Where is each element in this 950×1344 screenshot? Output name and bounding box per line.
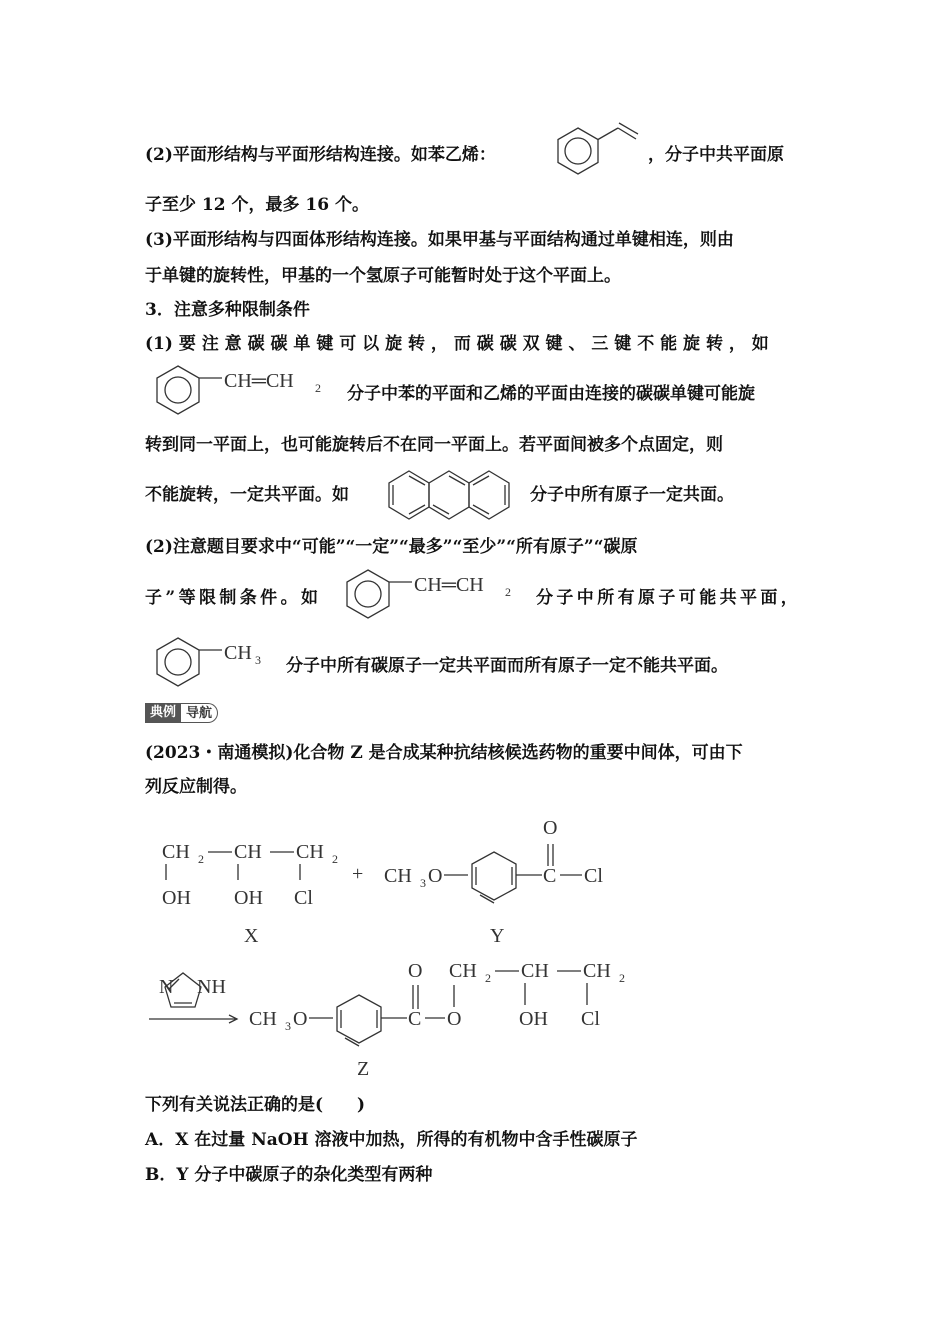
- section-heading: 3．注意多种限制条件: [145, 300, 310, 320]
- z-o-carbonyl: O: [408, 960, 423, 982]
- z-sub-a: 2: [485, 971, 491, 985]
- option-a[interactable]: A．X 在过量 NaOH 溶液中加热，所得的有机物中含手性碳原子: [145, 1130, 638, 1150]
- p4-line-b: 子”等限制条件。如: [145, 588, 322, 608]
- z-ch: CH: [521, 960, 549, 982]
- toluene-formula: [150, 633, 280, 691]
- option-b[interactable]: B．Y 分子中碳原子的杂化类型有两种: [145, 1165, 433, 1185]
- p1-line-c: 子至少 12 个，最多 16 个。: [145, 195, 369, 215]
- p4-line-a: (2)注意题目要求中“可能”“一定”“最多”“至少”“所有原子”“碳原: [145, 537, 638, 557]
- example-nav-badge: [145, 703, 218, 723]
- x-cl: Cl: [294, 887, 313, 909]
- label-x: X: [244, 925, 259, 947]
- z-ch3: CH: [249, 1008, 277, 1030]
- p4-line-d: 分子中所有碳原子一定共平面而所有原子一定不能共平面。: [286, 656, 728, 676]
- z-sub-3: 3: [285, 1019, 291, 1033]
- x-sub-a: 2: [198, 852, 204, 866]
- imidazole-nh: NH: [197, 976, 226, 998]
- anthracene-structure: [383, 467, 523, 523]
- p1-line-a: (2)平面形结构与平面形结构连接。如苯乙烯：: [145, 145, 496, 165]
- p2-line-b: 于单键的旋转性，甲基的一个氢原子可能暂时处于这个平面上。: [145, 266, 621, 286]
- y-o: O: [428, 865, 443, 887]
- reaction-product: [145, 955, 645, 1085]
- z-ch2-a: CH: [449, 960, 477, 982]
- p2-line-a: (3)平面形结构与四面体形结构连接。如果甲基与平面结构通过单键相连，则由: [145, 230, 734, 250]
- z-sub-b: 2: [619, 971, 625, 985]
- x-ch: CH: [234, 841, 262, 863]
- y-ch3: CH: [384, 865, 412, 887]
- vinyl-text-2: CH═CH: [414, 574, 484, 596]
- x-oh-b: OH: [234, 887, 263, 909]
- p3-line-b: 分子中苯的平面和乙烯的平面由连接的碳碳单键可能旋: [347, 384, 755, 404]
- label-z: Z: [357, 1058, 370, 1080]
- y-c: C: [543, 865, 557, 887]
- sub-3: 3: [255, 653, 261, 667]
- x-ch2-b: CH: [296, 841, 324, 863]
- p3-line-d: 不能旋转，一定共平面。如: [145, 485, 349, 505]
- label-y: Y: [490, 925, 505, 947]
- question-line-b: 列反应制得。: [145, 777, 247, 797]
- methyl-text: CH: [224, 642, 252, 664]
- sub-2-b: 2: [505, 585, 511, 599]
- z-o-ester: O: [447, 1008, 462, 1030]
- z-cl: Cl: [581, 1008, 600, 1030]
- question-line-a: (2023・南通模拟)化合物 Z 是合成某种抗结核候选药物的重要中间体，可由下: [145, 743, 743, 763]
- question-stem: 下列有关说法正确的是( ): [145, 1095, 366, 1115]
- z-ch2-b: CH: [583, 960, 611, 982]
- badge-left: 典例: [145, 703, 181, 723]
- imidazole-n: N: [159, 976, 174, 998]
- plus-sign: +: [352, 863, 364, 885]
- sub-2-a: 2: [315, 381, 321, 395]
- z-o-ether: O: [293, 1008, 308, 1030]
- vinyl-text-1: CH═CH: [224, 370, 294, 392]
- z-oh: OH: [519, 1008, 548, 1030]
- x-sub-b: 2: [332, 852, 338, 866]
- y-sub: 3: [420, 876, 426, 890]
- p3-line-a: (1) 要 注 意 碳 碳 单 键 可 以 旋 转 ， 而 碳 碳 双 键 、 三 键 不 能 旋 转 ， 如: [145, 334, 769, 354]
- badge-right: 导航: [181, 703, 218, 723]
- styrene-formula-2: [340, 566, 530, 622]
- x-oh-a: OH: [162, 887, 191, 909]
- x-ch2-a: CH: [162, 841, 190, 863]
- reaction-reactants: [150, 812, 620, 952]
- y-o-carbonyl: O: [543, 817, 558, 839]
- p3-line-c: 转到同一平面上，也可能旋转后不在同一平面上。若平面间被多个点固定，则: [145, 435, 723, 455]
- styrene-structure: [548, 122, 643, 184]
- p4-line-c: 分子中所有原子可能共平面，: [536, 588, 802, 608]
- p1-line-b: ，分子中共平面原: [648, 145, 784, 165]
- z-c: C: [408, 1008, 422, 1030]
- styrene-formula-1: [150, 362, 340, 418]
- y-cl: Cl: [584, 865, 603, 887]
- p3-line-e: 分子中所有原子一定共面。: [530, 485, 734, 505]
